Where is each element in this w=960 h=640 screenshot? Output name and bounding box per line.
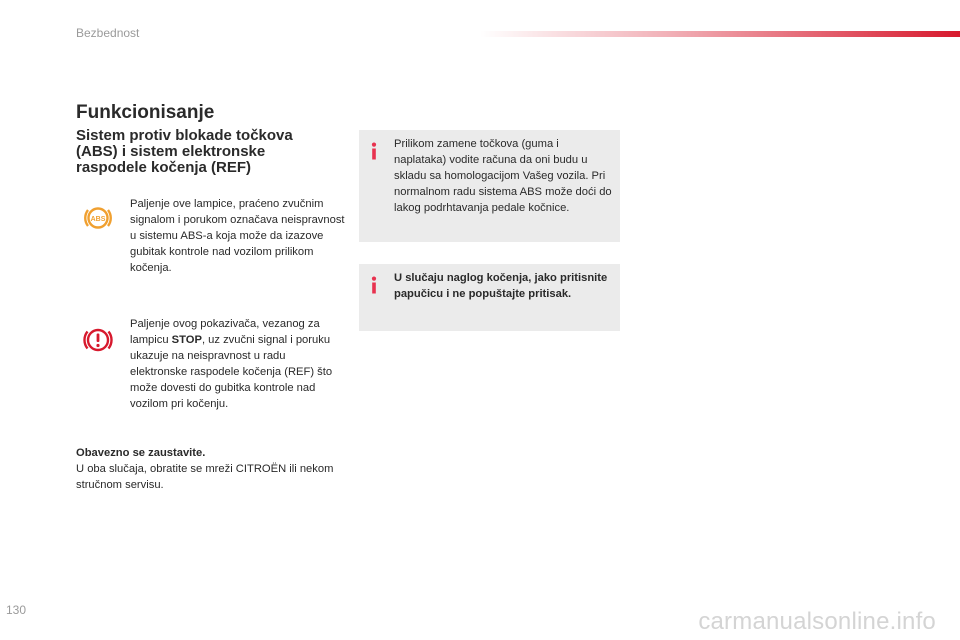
stop-notice-text: U oba slučaja, obratite se mreži CITROËN ili nekom stručnom servisu. (76, 463, 334, 491)
brake-warning-text-start: Paljenje ovog pokazivača, vezanog za lampicu (130, 318, 320, 346)
info-icon (368, 142, 380, 160)
info-box-wheels (359, 130, 620, 242)
abs-icon-label: ABS (90, 215, 106, 223)
stop-notice (76, 445, 336, 493)
section-title: Funkcionisanje (76, 102, 215, 123)
abs-warning-text: Paljenje ove lampice, praćeno zvučnim signalom i porukom označava neispravnost u sistemu ABS-a koja može da izazove gubitak kontrole nad vozilom prilikom kočenja. (130, 198, 345, 274)
stop-keyword: STOP (171, 334, 202, 346)
brake-warning-lamp-icon (81, 323, 115, 357)
brake-warning-block (76, 316, 346, 416)
info-box-braking-text: U slučaju naglog kočenja, jako pritisnite papučicu i ne popuštajte pritisak. (394, 272, 608, 300)
info-box-braking (359, 264, 620, 331)
watermark: carmanualsonline.info (698, 608, 936, 635)
abs-warning-block (76, 196, 346, 296)
abs-warning-lamp-icon (81, 201, 115, 235)
brake-warning-text (130, 316, 345, 412)
header-accent-bar (480, 31, 960, 37)
page-number: 130 (6, 603, 27, 617)
subsection-title: Sistem protiv blokade točkova (ABS) i sistem elektronske raspodele kočenja (REF) (76, 127, 293, 176)
info-icon (368, 276, 380, 294)
section-header-title: Bezbednost (76, 26, 140, 40)
info-box-wheels-text: Prilikom zamene točkova (guma i naplataka) vodite računa da oni budu u skladu sa homologacijom Vašeg vozila. Pri normalnom radu sistema ABS može doći do lakog podrhtavanja pedale kočnice. (394, 138, 612, 214)
stop-notice-title: Obavezno se zaustavite. (76, 447, 206, 459)
brake-warning-text-end: , uz zvučni signal i poruku ukazuje na neispravnost u radu elektronske raspodele kočenja (REF) što može dovesti do gubitka kontrole nad vozilom pri kočenju. (130, 334, 333, 410)
